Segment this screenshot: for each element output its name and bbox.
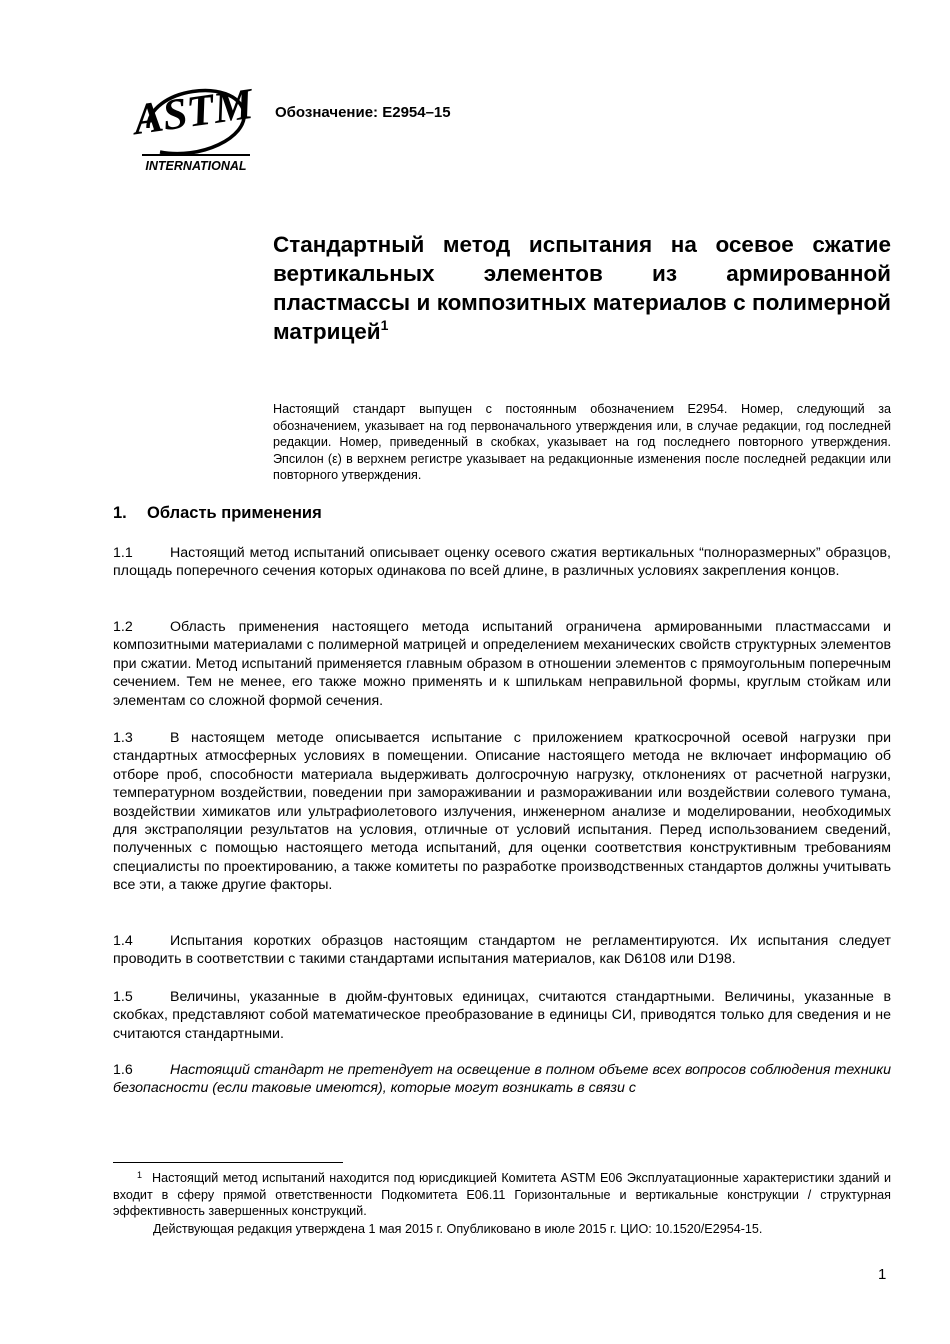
paragraph-text: Величины, указанные в дюйм-фунтовых единицах, считаются стандартными. Величины, указанные в скобках, представляют собой математическое преобразование в единицы СИ, приводятся только для сведения и не считаются стандартными. <box>113 989 891 1042</box>
logo-text-bottom: INTERNATIONAL <box>145 159 247 173</box>
footnote-text: Настоящий метод испытаний находится под юрисдикцией Комитета ASTM E06 Эксплуатационные характеристики зданий и входит в сферу прямой ответственности Подкомитета E06.11 Горизонтальные и вертикальные конструкции / структурная эффективность завершенных конструкций. <box>113 1171 891 1218</box>
logo-text-top: ASTM <box>130 78 256 145</box>
paragraph-1-2 <box>113 618 891 710</box>
paragraph-number: 1.1 <box>113 545 133 561</box>
section-heading <box>113 504 322 523</box>
footnote <box>113 1170 891 1220</box>
paragraph-1-4 <box>113 932 891 969</box>
paragraph-1-5 <box>113 988 891 1043</box>
footnote-approval: Действующая редакция утверждена 1 мая 2015 г. Опубликовано в июле 2015 г. ЦИО: 10.1520/E2954-15. <box>153 1222 763 1236</box>
paragraph-number: 1.3 <box>113 730 133 746</box>
astm-logo <box>130 68 256 176</box>
paragraph-text: Настоящий стандарт не претендует на освещение в полном объеме всех вопросов соблюдения техники безопасности (если таковые имеются), которые могут возникать в связи с <box>113 1062 891 1097</box>
document-title <box>273 230 891 346</box>
paragraph-number: 1.2 <box>113 619 133 635</box>
paragraph-number: 1.6 <box>113 1062 133 1078</box>
paragraph-number: 1.4 <box>113 933 133 949</box>
paragraph-1-1 <box>113 544 891 581</box>
section-number: 1. <box>113 504 127 522</box>
paragraph-1-3 <box>113 729 891 895</box>
footnote-mark: 1 <box>137 1170 143 1180</box>
page-number: 1 <box>878 1266 887 1283</box>
paragraph-1-6 <box>113 1061 891 1098</box>
designation-notice: Настоящий стандарт выпущен с постоянным обозначением E2954. Номер, следующий за обозначением, указывает на год первоначального утверждения или, в случае редакции, год последней редакции. Номер, приведенный в скобках, указывает на год последнего повторного утверждения. Эпсилон (ε) в верхнем регистре указывает на редакционные изменения после последней редакции или повторного утверждения. <box>273 402 891 482</box>
section-title: Область применения <box>147 504 322 522</box>
paragraph-text: Испытания коротких образцов настоящим стандартом не регламентируются. Их испытания следует проводить в соответствии с такими стандартами испытания материалов, как D6108 или D198. <box>113 933 891 968</box>
paragraph-number: 1.5 <box>113 989 133 1005</box>
paragraph-text: В настоящем методе описывается испытание с приложением краткосрочной осевой нагрузки при стандартных атмосферных условиях в помещении. Описание настоящего метода не включает информацию об отборе проб, способности материала выдерживать долгосрочную нагрузку, отклонениях от расчетной нагрузки, температурном воздействии, поведении при замораживании и размораживании или воздействии солевого тумана, воздействии химикатов или ультрафиолетового излучения, инженерном анализе и моделировании, необходимых для экстраполяции результатов на условия, отличные от условий испытания. Перед использованием сведений, полученных с помощью настоящего метода испытаний, для оценки соответствия конструктивным требованиям специалисты по проектированию, а также комитеты по разработке производственных стандартов должны учитывать все эти, а также другие факторы. <box>113 730 891 894</box>
paragraph-text: Настоящий метод испытаний описывает оценку осевого сжатия вертикальных “полноразмерных” образцов, площадь поперечного сечения которых одинакова по всей длине, в различных условиях закрепления концов. <box>113 545 891 580</box>
footnote-divider <box>113 1162 343 1163</box>
title-footnote-mark[interactable]: 1 <box>380 317 389 333</box>
title-text: Стандартный метод испытания на осевое сжатие вертикальных элементов из армированной пластмассы и композитных материалов с полимерной матрицей <box>273 232 891 344</box>
designation: Обозначение: E2954–15 <box>275 104 451 121</box>
paragraph-text: Область применения настоящего метода испытаний ограничена армированными пластмассами и композитными материалами с полимерной матрицей и определением механических свойств структурных элементов при сжатии. Метод испытаний применяется главным образом в отношении элементов с прямоугольным поперечным сечением. Тем не менее, его также можно применять и к шпилькам неправильной формы, круглым стойкам или элементам со сложной формой сечения. <box>113 619 891 709</box>
